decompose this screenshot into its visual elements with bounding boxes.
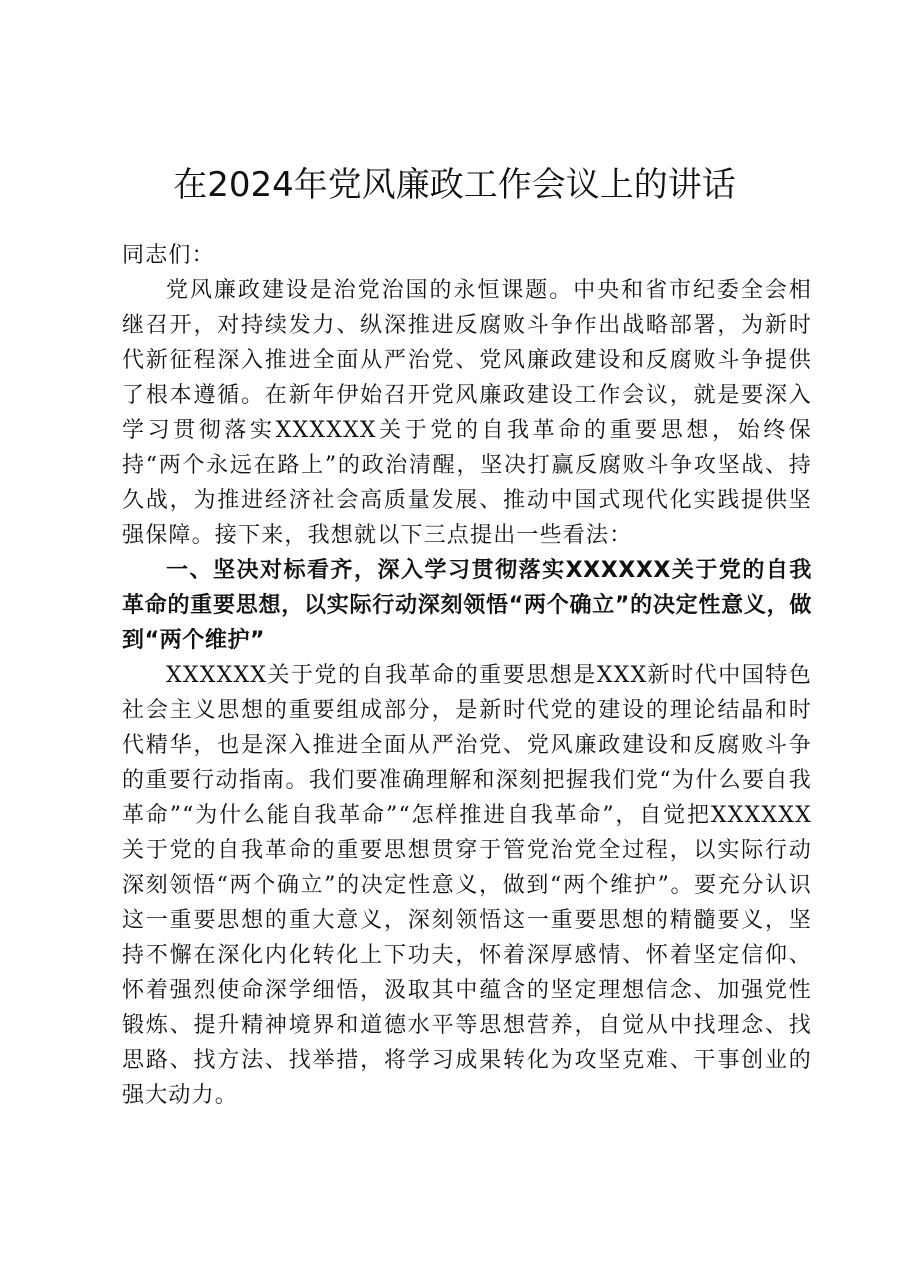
salutation: 同志们： [122, 243, 215, 268]
document-body [122, 238, 812, 1113]
document-title: 在2024年党风廉政工作会议上的讲话 [173, 165, 736, 205]
section-heading-1: 一、坚决对标看齐，深入学习贯彻落实XXXXXX关于党的自我革命的重要思想，以实际行动深刻领悟“两个确立”的决定性意义，做到“两个维护” [122, 558, 812, 653]
paragraph-section-1: XXXXXX关于党的自我革命的重要思想是XXX新时代中国特色社会主义思想的重要组成部分，是新时代党的建设的理论结晶和时代精华，也是深入推进全面从严治党、党风廉政建设和反腐败斗争的重要行动指南。我们要准确理解和深刻把握我们党“为什么要自我革命”“为什么能自我革命”“怎样推进自我革命”，自觉把XXXXXX关于党的自我革命的重要思想贯穿于管党治党全过程，以实际行动深刻领悟“两个确立”的决定性意义，做到“两个维护”。要充分认识这一重要思想的重大意义，深刻领悟这一重要思想的精髓要义，坚持不懈在深化内化转化上下功夫，怀着深厚感情、怀着坚定信仰、怀着强烈使命深学细悟，汲取其中蕴含的坚定理想信念、加强党性锻炼、提升精神境界和道德水平等思想营养，自觉从中找理念、找思路、找方法、找举措，将学习成果转化为攻坚克难、干事创业的强大动力。 [122, 663, 812, 1108]
paragraph-intro: 党风廉政建设是治党治国的永恒课题。中央和省市纪委全会相继召开，对持续发力、纵深推进反腐败斗争作出战略部署，为新时代新征程深入推进全面从严治党、党风廉政建设和反腐败斗争提供了根本遵循。在新年伊始召开党风廉政建设工作会议，就是要深入学习贯彻落实XXXXXX关于党的自我革命的重要思想，始终保持“两个永远在路上”的政治清醒，坚决打赢反腐败斗争攻坚战、持久战，为推进经济社会高质量发展、推动中国式现代化实践提供坚强保障。接下来，我想就以下三点提出一些看法： [122, 278, 812, 548]
